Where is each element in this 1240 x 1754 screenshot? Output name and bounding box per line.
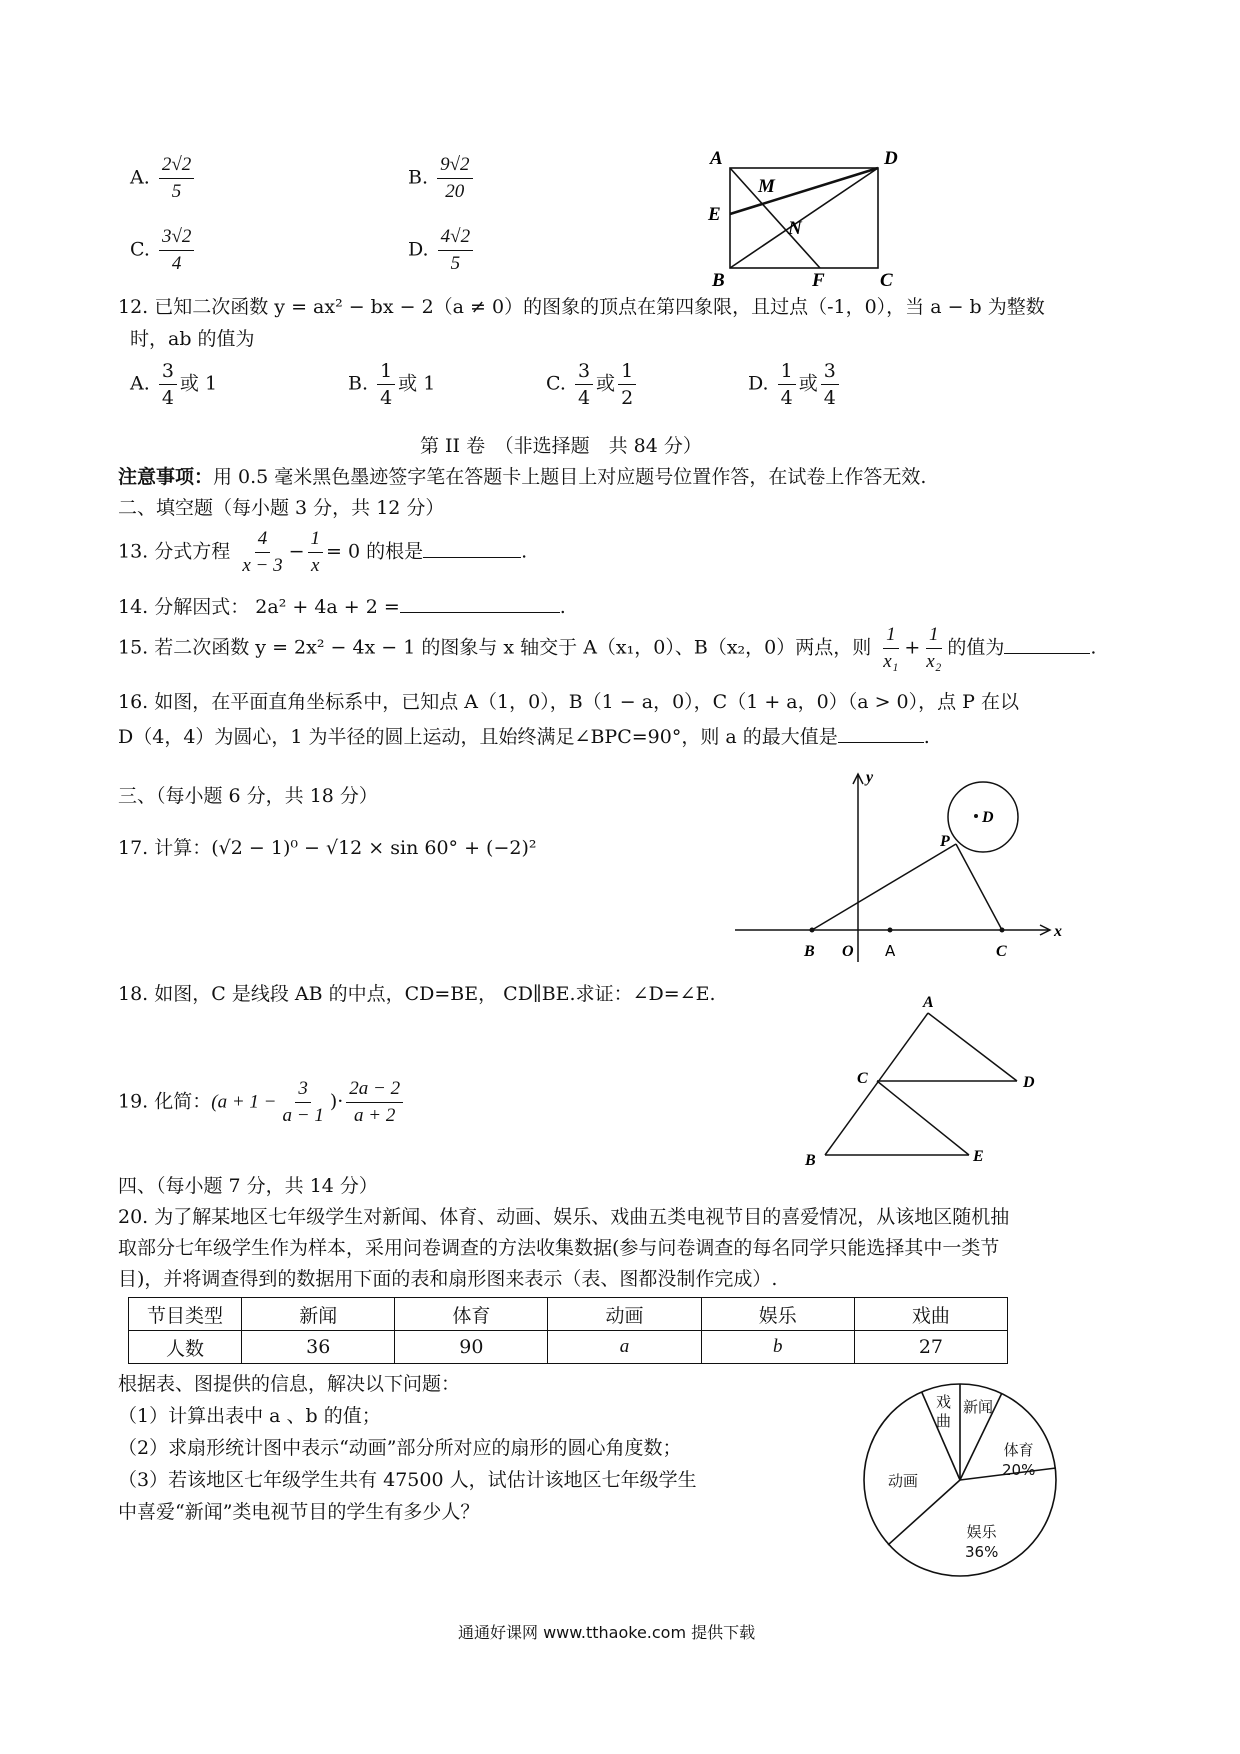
section4-heading: 四、（每小题 7 分，共 14 分）	[118, 1175, 378, 1197]
svg-text:A: A	[885, 942, 896, 960]
q11-option-b: B. $\frac{9√2}{20}$	[408, 152, 476, 205]
q20-sub1: （1）计算出表中 a 、b 的值；	[118, 1405, 381, 1427]
q20-line1: 20. 为了解某地区七年级学生对新闻、体育、动画、娱乐、戏曲五类电视节目的喜爱情况，从该地区随机抽	[118, 1206, 1010, 1228]
pie-label-sports: 体育 20%	[1002, 1441, 1036, 1479]
q19: 19. 化简：(a + 1 − $\frac{3}{a - 1}$ )· $\frac{2a - 2}{a + 2}$	[118, 1076, 406, 1129]
q13: 13. 分式方程 $\frac{4}{x - 3}$ − $\frac{1}{x}$ = 0 的根是 .	[118, 528, 528, 576]
svg-text:x: x	[1054, 923, 1062, 940]
q12-option-a: A. $\frac{3}{4}$ 或 1	[130, 360, 218, 409]
pie-label-news: 新闻	[963, 1398, 994, 1416]
svg-text:O: O	[842, 943, 854, 960]
svg-text:E: E	[973, 1148, 984, 1165]
q20-sub2: （2）求扇形统计图中表示“动画”部分所对应的扇形的圆心角度数；	[118, 1437, 682, 1459]
q17: 17. 计算：(√2 − 1)⁰ − √12 × sin 60° + (−2)²	[118, 837, 537, 859]
label-b: B	[712, 270, 725, 288]
q12-option-b: B. $\frac{1}{4}$ 或 1	[348, 360, 436, 409]
q12-stem: 12. 已知二次函数 y = ax² − bx − 2（a ≠ 0）的图象的顶点在第四象限，且过点（-1，0），当 a − b 为整数	[118, 296, 1045, 318]
q16-coordinate-figure	[730, 762, 1070, 972]
q12-stem-2: 时，ab 的值为	[130, 328, 255, 350]
section2-heading: 二、填空题（每小题 3 分，共 12 分）	[118, 497, 445, 519]
q16-answer-blank	[838, 722, 924, 743]
svg-text:B: B	[804, 943, 815, 960]
q11-option-d: D. $\frac{4√2}{5}$	[408, 224, 476, 277]
part2-title: 第 II 卷 （非选择题 共 84 分）	[420, 435, 702, 457]
q14: 14. 分解因式： 2a² + 4a + 2 = .	[118, 592, 566, 619]
label-a: A	[710, 148, 723, 169]
q15: 15. 若二次函数 y = 2x² − 4x − 1 的图象与 x 轴交于 A（x₁，0）、B（x₂，0）两点，则 $\frac{1}{\text{x₁}}$ + $\frac{1}{\text{x₂}}$ 的值为 .	[118, 624, 1097, 672]
q20-sub3a: （3）若该地区七年级学生共有 47500 人，试估计该地区七年级学生	[118, 1469, 697, 1491]
section3-heading: 三、（每小题 6 分，共 18 分）	[118, 785, 378, 807]
label-c: C	[880, 270, 893, 288]
q20-line3: 目)，并将调查得到的数据用下面的表和扇形图来表示（表、图都没制作完成）.	[118, 1268, 778, 1290]
q12-option-c: C. $\frac{3}{4}$ 或 $\frac{1}{2}$	[546, 358, 639, 411]
label-d: D	[884, 148, 898, 169]
label-e: E	[708, 204, 721, 225]
q16-line1: 16. 如图，在平面直角坐标系中，已知点 A（1，0），B（1 − a，0），C（1 + a，0）（a > 0），点 P 在以	[118, 691, 1019, 713]
svg-text:C: C	[996, 943, 1007, 960]
part2-notice: 注意事项：用 0.5 毫米黑色墨迹签字笔在答题卡上题目上对应题号位置作答，在试卷上作答无效.	[118, 466, 927, 488]
svg-text:P: P	[940, 833, 950, 850]
svg-text:D: D	[982, 809, 994, 826]
svg-text:B: B	[805, 1152, 816, 1169]
q20-line2: 取部分七年级学生作为样本，采用问卷调查的方法收集数据(参与问卷调查的每名同学只能选择其中一类节	[118, 1237, 1000, 1259]
svg-text:A: A	[923, 995, 934, 1011]
q11-rectangle-figure	[700, 142, 910, 288]
q18: 18. 如图，C 是线段 AB 的中点，CD=BE， CD∥BE.求证：∠D=∠E.	[118, 983, 716, 1005]
q15-answer-blank	[1004, 633, 1090, 654]
q11-option-c: C. $\frac{3√2}{4}$	[130, 224, 197, 277]
svg-text:y: y	[866, 769, 874, 786]
label-f: F	[812, 270, 825, 288]
page-footer: 通通好课网 www.tthaoke.com 提供下载	[458, 1623, 756, 1642]
q12-option-d: D. $\frac{1}{4}$ 或 $\frac{3}{4}$	[748, 358, 842, 411]
svg-text:D: D	[1023, 1074, 1035, 1091]
pie-label-anim: 动画	[888, 1472, 919, 1490]
pie-label-opera: 戏 曲	[936, 1393, 952, 1430]
q14-answer-blank	[400, 592, 560, 613]
table-row: 节目类型 新闻 体育 动画 娱乐 戏曲	[129, 1298, 1008, 1331]
q16-line2: D（4，4）为圆心，1 为半径的圆上运动，且始终满足∠BPC=90°，则 a 的最大值是 .	[118, 722, 930, 749]
q20-data-table	[128, 1297, 1008, 1364]
label-m: M	[758, 176, 775, 197]
svg-text:C: C	[857, 1070, 868, 1087]
q18-triangle-figure	[795, 995, 1055, 1170]
table-row: 人数 36 90 a b 27	[129, 1331, 1008, 1364]
pie-label-ent: 娱乐 36%	[965, 1523, 999, 1561]
q20-intro: 根据表、图提供的信息，解决以下问题：	[118, 1373, 461, 1395]
label-n: N	[788, 218, 802, 239]
q11-option-a: A. $\frac{2√2}{5}$	[130, 152, 197, 205]
q20-sub3b: 中喜爱“新闻”类电视节目的学生有多少人？	[118, 1501, 480, 1523]
q13-answer-blank	[423, 537, 521, 558]
